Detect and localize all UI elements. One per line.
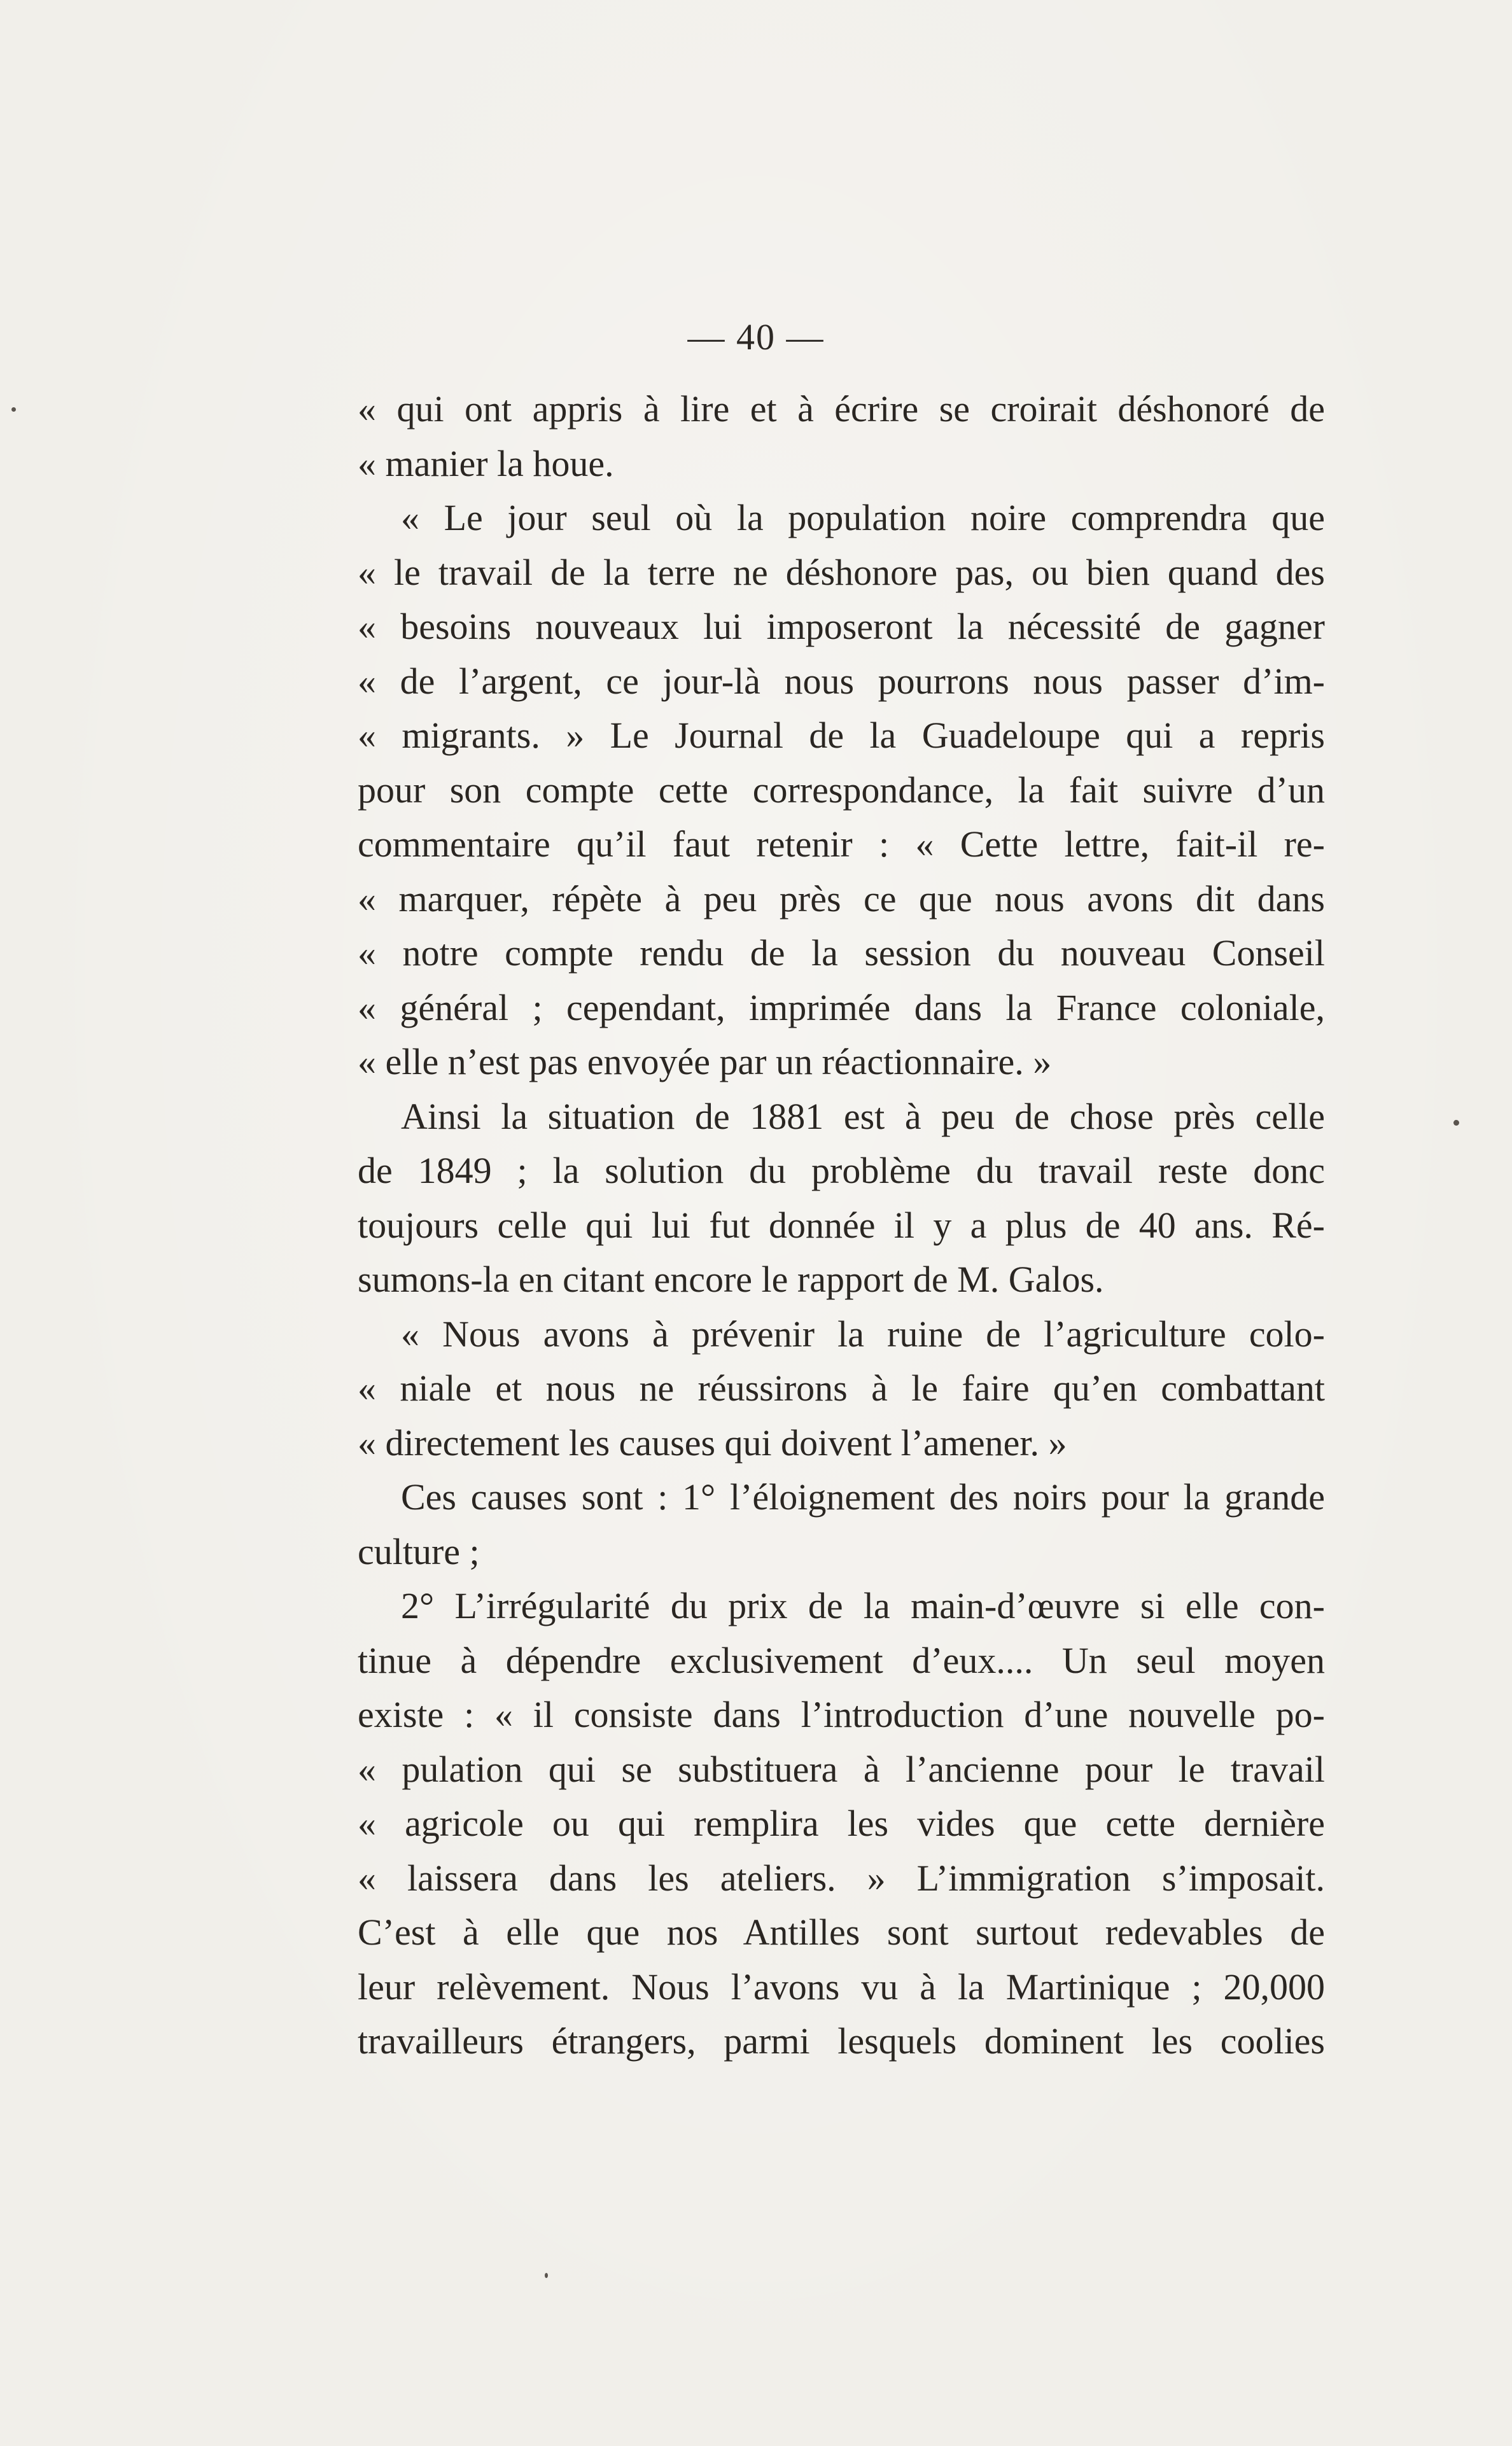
text-line: travailleurs étrangers, parmi lesquels dominent les coolies bbox=[358, 2020, 1325, 2062]
text-line: « laissera dans les ateliers. » L’immigration s’imposait. bbox=[358, 1857, 1325, 1899]
text-line: existe : « il consiste dans l’introduction d’une nouvelle po- bbox=[358, 1694, 1325, 1735]
text-line: « Le jour seul où la population noire comprendra que bbox=[401, 497, 1325, 538]
text-line: tinue à dépendre exclusivement d’eux.... Un seul moyen bbox=[358, 1639, 1325, 1681]
text-line: Ainsi la situation de 1881 est à peu de chose près celle bbox=[401, 1095, 1325, 1137]
text-line: leur relèvement. Nous l’avons vu à la Martinique ; 20,000 bbox=[358, 1966, 1325, 2008]
text-line: « notre compte rendu de la session du nouveau Conseil bbox=[358, 932, 1325, 974]
text-line: « de l’argent, ce jour-là nous pourrons nous passer d’im- bbox=[358, 660, 1325, 702]
text-line: toujours celle qui lui fut donnée il y a plus de 40 ans. Ré- bbox=[358, 1204, 1325, 1246]
text-line: « qui ont appris à lire et à écrire se croirait déshonoré de bbox=[358, 388, 1325, 430]
text-line: « manier la houe. bbox=[358, 442, 614, 484]
text-line: C’est à elle que nos Antilles sont surtout redevables de bbox=[358, 1911, 1325, 1953]
text-line: culture ; bbox=[358, 1530, 480, 1572]
text-line: « le travail de la terre ne déshonore pas, ou bien quand des bbox=[358, 551, 1325, 593]
text-line: de 1849 ; la solution du problème du travail reste donc bbox=[358, 1150, 1325, 1191]
text-line: « agricole ou qui remplira les vides que cette dernière bbox=[358, 1803, 1325, 1844]
text-line: « besoins nouveaux lui imposeront la nécessité de gagner bbox=[358, 606, 1325, 647]
paper-speck bbox=[11, 407, 16, 412]
text-line: « pulation qui se substituera à l’ancienne pour le travail bbox=[358, 1748, 1325, 1790]
text-line: « directement les causes qui doivent l’amener. » bbox=[358, 1422, 1067, 1464]
text-line: Ces causes sont : 1° l’éloignement des noirs pour la grande bbox=[401, 1476, 1325, 1518]
text-line: pour son compte cette correspondance, la fait suivre d’un bbox=[358, 769, 1325, 811]
text-line: 2° L’irrégularité du prix de la main-d’œuvre si elle con- bbox=[401, 1585, 1325, 1626]
text-line: sumons-la en citant encore le rapport de M. Galos. bbox=[358, 1259, 1104, 1300]
text-line: « général ; cependant, imprimée dans la France coloniale, bbox=[358, 986, 1325, 1028]
text-line: « migrants. » Le Journal de la Guadeloupe qui a repris bbox=[358, 715, 1325, 756]
paper-speck bbox=[545, 2273, 548, 2278]
paper-speck bbox=[1453, 1120, 1459, 1126]
text-line: « niale et nous ne réussirons à le faire qu’en combattant bbox=[358, 1367, 1325, 1409]
text-line: « marquer, répète à peu près ce que nous avons dit dans bbox=[358, 877, 1325, 919]
body-text bbox=[358, 382, 1325, 2069]
text-line: « Nous avons à prévenir la ruine de l’agriculture colo- bbox=[401, 1313, 1325, 1355]
page-number: — 40 — bbox=[687, 316, 825, 358]
text-line: commentaire qu’il faut retenir : « Cette lettre, fait-il re- bbox=[358, 823, 1325, 865]
text-line: « elle n’est pas envoyée par un réactionnaire. » bbox=[358, 1041, 1052, 1082]
